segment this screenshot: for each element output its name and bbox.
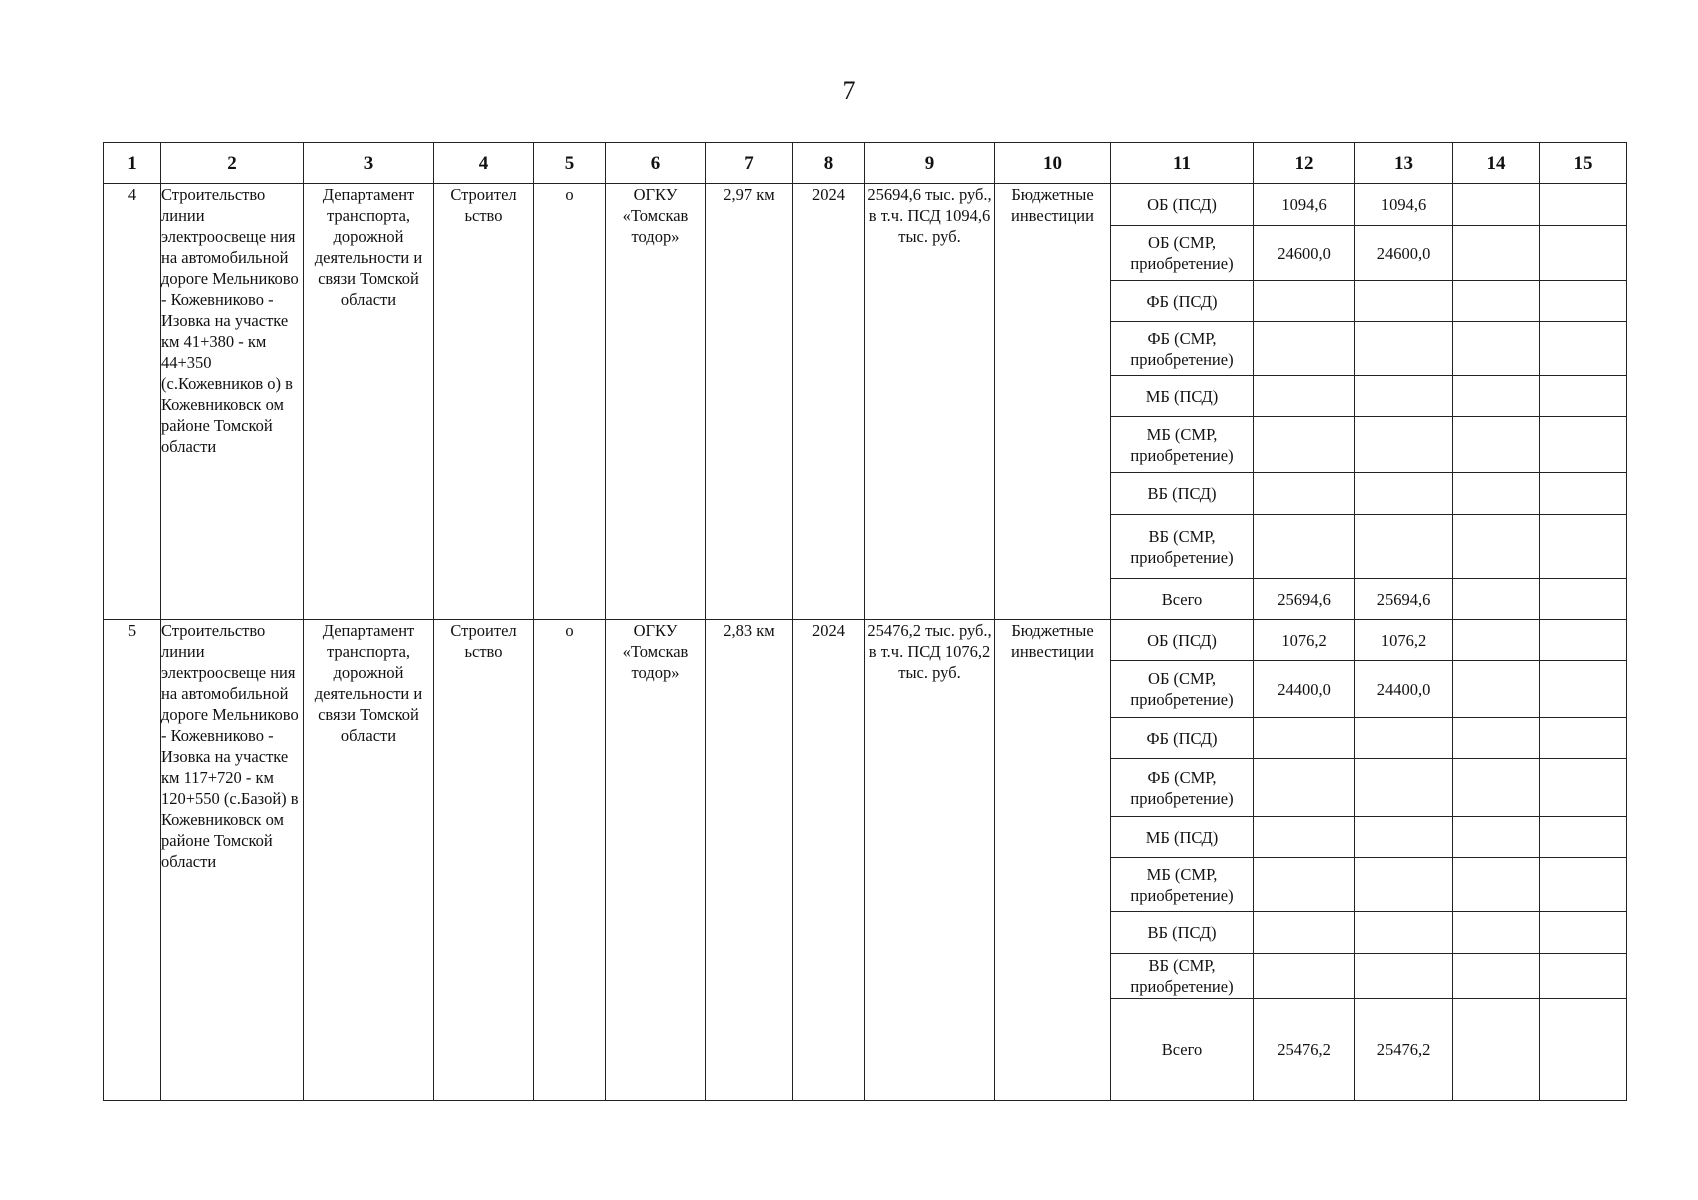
funding-value-14 bbox=[1453, 661, 1540, 718]
funding-value-14 bbox=[1453, 515, 1540, 579]
funding-value-15 bbox=[1540, 858, 1627, 912]
header-cell: 12 bbox=[1254, 143, 1355, 184]
investment-form: Бюджетные инвестиции bbox=[995, 184, 1111, 620]
year: 2024 bbox=[793, 620, 865, 1101]
funding-value-13: 24600,0 bbox=[1355, 226, 1453, 281]
funding-value-15 bbox=[1540, 759, 1627, 817]
funding-value-12 bbox=[1254, 281, 1355, 322]
header-cell: 10 bbox=[995, 143, 1111, 184]
header-row bbox=[104, 143, 1627, 184]
cost: 25694,6 тыс. руб., в т.ч. ПСД 1094,6 тыс. руб. bbox=[865, 184, 995, 620]
funding-source: ВБ (ПСД) bbox=[1111, 912, 1254, 954]
header-cell: 15 bbox=[1540, 143, 1627, 184]
funding-value-15 bbox=[1540, 817, 1627, 858]
object-name: Строительство линии электроосвеще ния на автомобильной дороге Мельниково - Кожевниково - Изовка на участке км 41+380 - км 44+350 (с.Кожевников о) в Кожевниковск ом районе Томской области bbox=[161, 184, 304, 620]
funding-value-13 bbox=[1355, 473, 1453, 515]
funding-value-14 bbox=[1453, 718, 1540, 759]
table-row bbox=[104, 620, 1627, 661]
funding-source: МБ (СМР, приобретение) bbox=[1111, 417, 1254, 473]
funding-value-12 bbox=[1254, 858, 1355, 912]
funding-source: ФБ (ПСД) bbox=[1111, 718, 1254, 759]
funding-value-15 bbox=[1540, 376, 1627, 417]
row-number: 4 bbox=[104, 184, 161, 620]
funding-source: ОБ (ПСД) bbox=[1111, 620, 1254, 661]
funding-value-14 bbox=[1453, 376, 1540, 417]
funding-value-14 bbox=[1453, 473, 1540, 515]
header-cell: 13 bbox=[1355, 143, 1453, 184]
funding-value-13 bbox=[1355, 954, 1453, 999]
funding-value-12 bbox=[1254, 954, 1355, 999]
header-cell: 4 bbox=[434, 143, 534, 184]
funding-value-13: 24400,0 bbox=[1355, 661, 1453, 718]
funding-value-14 bbox=[1453, 620, 1540, 661]
funding-value-12 bbox=[1254, 515, 1355, 579]
funding-value-13 bbox=[1355, 912, 1453, 954]
funding-value-14 bbox=[1453, 184, 1540, 226]
funding-value-14 bbox=[1453, 858, 1540, 912]
length: 2,97 км bbox=[706, 184, 793, 620]
col5-value: о bbox=[534, 184, 606, 620]
funding-source: ВБ (СМР, приобретение) bbox=[1111, 515, 1254, 579]
funding-value-12: 25694,6 bbox=[1254, 579, 1355, 620]
customer: ОГКУ «Томскав тодор» bbox=[606, 184, 706, 620]
funding-value-12: 1076,2 bbox=[1254, 620, 1355, 661]
funding-value-12 bbox=[1254, 912, 1355, 954]
object-name: Строительство линии электроосвеще ния на автомобильной дороге Мельниково - Кожевниково - Изовка на участке км 117+720 - км 120+550 (с.Базой) в Кожевниковск ом районе Томской области bbox=[161, 620, 304, 1101]
header-cell: 8 bbox=[793, 143, 865, 184]
year: 2024 bbox=[793, 184, 865, 620]
row-number: 5 bbox=[104, 620, 161, 1101]
funding-value-13: 1076,2 bbox=[1355, 620, 1453, 661]
funding-value-15 bbox=[1540, 912, 1627, 954]
header-cell: 3 bbox=[304, 143, 434, 184]
funding-value-15 bbox=[1540, 661, 1627, 718]
funding-value-12 bbox=[1254, 473, 1355, 515]
funding-value-14 bbox=[1453, 281, 1540, 322]
funding-value-14 bbox=[1453, 912, 1540, 954]
funding-source: ВБ (СМР, приобретение) bbox=[1111, 954, 1254, 999]
funding-value-12 bbox=[1254, 759, 1355, 817]
funding-source: ВБ (ПСД) bbox=[1111, 473, 1254, 515]
funding-value-13 bbox=[1355, 858, 1453, 912]
funding-source: ОБ (ПСД) bbox=[1111, 184, 1254, 226]
funding-source: Всего bbox=[1111, 579, 1254, 620]
page-number: 7 bbox=[842, 76, 856, 105]
funding-source: ОБ (СМР, приобретение) bbox=[1111, 226, 1254, 281]
work-type: Строител ьство bbox=[434, 184, 534, 620]
funding-source: ОБ (СМР, приобретение) bbox=[1111, 661, 1254, 718]
funding-value-12 bbox=[1254, 322, 1355, 376]
funding-value-15 bbox=[1540, 579, 1627, 620]
funding-value-14 bbox=[1453, 417, 1540, 473]
funding-value-13 bbox=[1355, 515, 1453, 579]
header-cell: 11 bbox=[1111, 143, 1254, 184]
funding-source: МБ (СМР, приобретение) bbox=[1111, 858, 1254, 912]
funding-value-13 bbox=[1355, 281, 1453, 322]
funding-value-15 bbox=[1540, 620, 1627, 661]
funding-value-12: 1094,6 bbox=[1254, 184, 1355, 226]
funding-value-13 bbox=[1355, 376, 1453, 417]
funding-value-13 bbox=[1355, 817, 1453, 858]
funding-value-13 bbox=[1355, 718, 1453, 759]
funding-value-12 bbox=[1254, 417, 1355, 473]
funding-value-15 bbox=[1540, 954, 1627, 999]
investment-table bbox=[103, 142, 1627, 1101]
header-cell: 1 bbox=[104, 143, 161, 184]
funding-value-13: 25476,2 bbox=[1355, 999, 1453, 1101]
funding-value-12 bbox=[1254, 817, 1355, 858]
funding-value-12 bbox=[1254, 376, 1355, 417]
col5-value: о bbox=[534, 620, 606, 1101]
header-cell: 7 bbox=[706, 143, 793, 184]
investment-form: Бюджетные инвестиции bbox=[995, 620, 1111, 1101]
header-cell: 6 bbox=[606, 143, 706, 184]
funding-value-14 bbox=[1453, 759, 1540, 817]
funding-value-14 bbox=[1453, 579, 1540, 620]
funding-source: ФБ (СМР, приобретение) bbox=[1111, 759, 1254, 817]
cost: 25476,2 тыс. руб., в т.ч. ПСД 1076,2 тыс. руб. bbox=[865, 620, 995, 1101]
header-cell: 2 bbox=[161, 143, 304, 184]
funding-value-14 bbox=[1453, 817, 1540, 858]
funding-value-15 bbox=[1540, 322, 1627, 376]
header-cell: 14 bbox=[1453, 143, 1540, 184]
funding-value-12: 25476,2 bbox=[1254, 999, 1355, 1101]
funding-value-13: 25694,6 bbox=[1355, 579, 1453, 620]
funding-value-15 bbox=[1540, 999, 1627, 1101]
funding-value-14 bbox=[1453, 322, 1540, 376]
funding-value-15 bbox=[1540, 184, 1627, 226]
funding-source: ФБ (СМР, приобретение) bbox=[1111, 322, 1254, 376]
table-row bbox=[104, 184, 1627, 226]
funding-value-15 bbox=[1540, 226, 1627, 281]
header-cell: 9 bbox=[865, 143, 995, 184]
funding-value-13: 1094,6 bbox=[1355, 184, 1453, 226]
funding-value-12 bbox=[1254, 718, 1355, 759]
funding-source: МБ (ПСД) bbox=[1111, 376, 1254, 417]
funding-value-13 bbox=[1355, 417, 1453, 473]
funding-value-12: 24600,0 bbox=[1254, 226, 1355, 281]
funding-value-15 bbox=[1540, 281, 1627, 322]
header-cell: 5 bbox=[534, 143, 606, 184]
funding-value-14 bbox=[1453, 954, 1540, 999]
funding-value-12: 24400,0 bbox=[1254, 661, 1355, 718]
funding-value-13 bbox=[1355, 322, 1453, 376]
funding-source: ФБ (ПСД) bbox=[1111, 281, 1254, 322]
funding-value-13 bbox=[1355, 759, 1453, 817]
length: 2,83 км bbox=[706, 620, 793, 1101]
customer: ОГКУ «Томскав тодор» bbox=[606, 620, 706, 1101]
funding-value-14 bbox=[1453, 226, 1540, 281]
funding-value-15 bbox=[1540, 718, 1627, 759]
department: Департамент транспорта, дорожной деятельности и связи Томской области bbox=[304, 620, 434, 1101]
work-type: Строител ьство bbox=[434, 620, 534, 1101]
funding-value-15 bbox=[1540, 515, 1627, 579]
funding-value-15 bbox=[1540, 417, 1627, 473]
funding-value-15 bbox=[1540, 473, 1627, 515]
department: Департамент транспорта, дорожной деятельности и связи Томской области bbox=[304, 184, 434, 620]
funding-value-14 bbox=[1453, 999, 1540, 1101]
funding-source: Всего bbox=[1111, 999, 1254, 1101]
funding-source: МБ (ПСД) bbox=[1111, 817, 1254, 858]
